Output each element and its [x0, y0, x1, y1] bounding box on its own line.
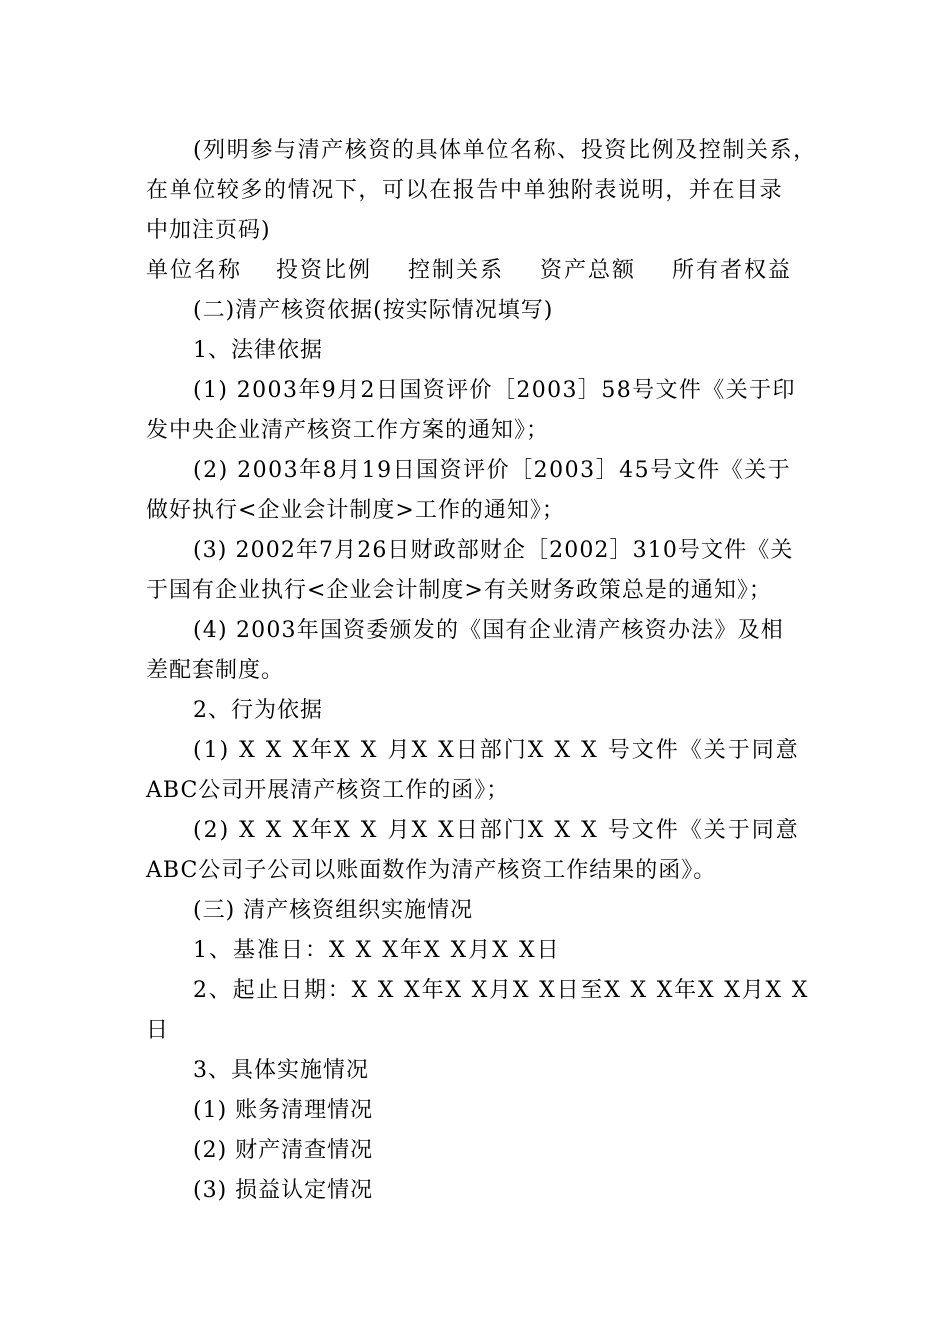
section-3-heading: (三) 清产核资组织实施情况 — [193, 898, 474, 923]
header-owners-equity: 所有者权益 — [672, 258, 793, 283]
action-item-2-line-2: ABC公司子公司以账面数作为清产核资工作结果的函》。 — [146, 858, 717, 883]
legal-item-1-line-1: (1) 2003年9月2日国资评价［2003］58号文件《关于印 — [193, 378, 796, 403]
legal-item-2-line-2: 做好执行<企业会计制度>工作的通知》； — [146, 498, 565, 523]
header-investment-ratio: 投资比例 — [276, 258, 373, 283]
section-2-heading: (二)清产核资依据(按实际情况填写) — [193, 298, 554, 323]
header-total-assets: 资产总额 — [540, 258, 637, 283]
base-date-line: 1、基准日：X X X年X X月X X日 — [193, 938, 561, 963]
unit-table-header — [146, 251, 806, 291]
intro-line-3: 中加注页码) — [146, 218, 271, 243]
legal-item-3-line-2: 于国有企业执行<企业会计制度>有关财务政策总是的通知》； — [146, 578, 772, 603]
action-item-1-line-2: ABC公司开展清产核资工作的函》； — [146, 778, 510, 803]
implementation-heading: 3、具体实施情况 — [193, 1058, 369, 1083]
date-range-line-1: 2、起止日期：X X X年X X月X X日至X X X年X X月X X — [193, 978, 810, 1003]
header-control-relation: 控制关系 — [408, 258, 505, 283]
legal-item-1-line-2: 发中央企业清产核资工作方案的通知》； — [146, 418, 550, 443]
legal-item-3-line-1: (3) 2002年7月26日财政部财企［2002］310号文件《关 — [193, 538, 794, 563]
implementation-item-1: (1) 账务清理情况 — [193, 1098, 374, 1123]
implementation-item-2: (2) 财产清查情况 — [193, 1138, 374, 1163]
date-range-line-2: 日 — [146, 1018, 170, 1043]
intro-line-1: (列明参与清产核资的具体单位名称、投资比例及控制关系， — [193, 138, 817, 163]
header-unit-name: 单位名称 — [146, 258, 243, 283]
legal-item-2-line-1: (2) 2003年8月19日国资评价［2003］45号文件《关于 — [193, 458, 792, 483]
implementation-item-3: (3) 损益认定情况 — [193, 1178, 374, 1203]
action-item-1-line-1: (1) X X X年X X 月X X日部门X X X 号文件《关于同意 — [193, 738, 800, 763]
action-item-2-line-1: (2) X X X年X X 月X X日部门X X X 号文件《关于同意 — [193, 818, 800, 843]
action-basis-heading: 2、行为依据 — [193, 698, 323, 723]
legal-item-4-line-1: (4) 2003年国资委颁发的《国有企业清产核资办法》及相 — [193, 618, 784, 643]
legal-item-4-line-2: 差配套制度。 — [146, 658, 285, 683]
legal-basis-heading: 1、法律依据 — [193, 338, 323, 363]
intro-line-2: 在单位较多的情况下，可以在报告中单独附表说明，并在目录 — [146, 178, 784, 203]
